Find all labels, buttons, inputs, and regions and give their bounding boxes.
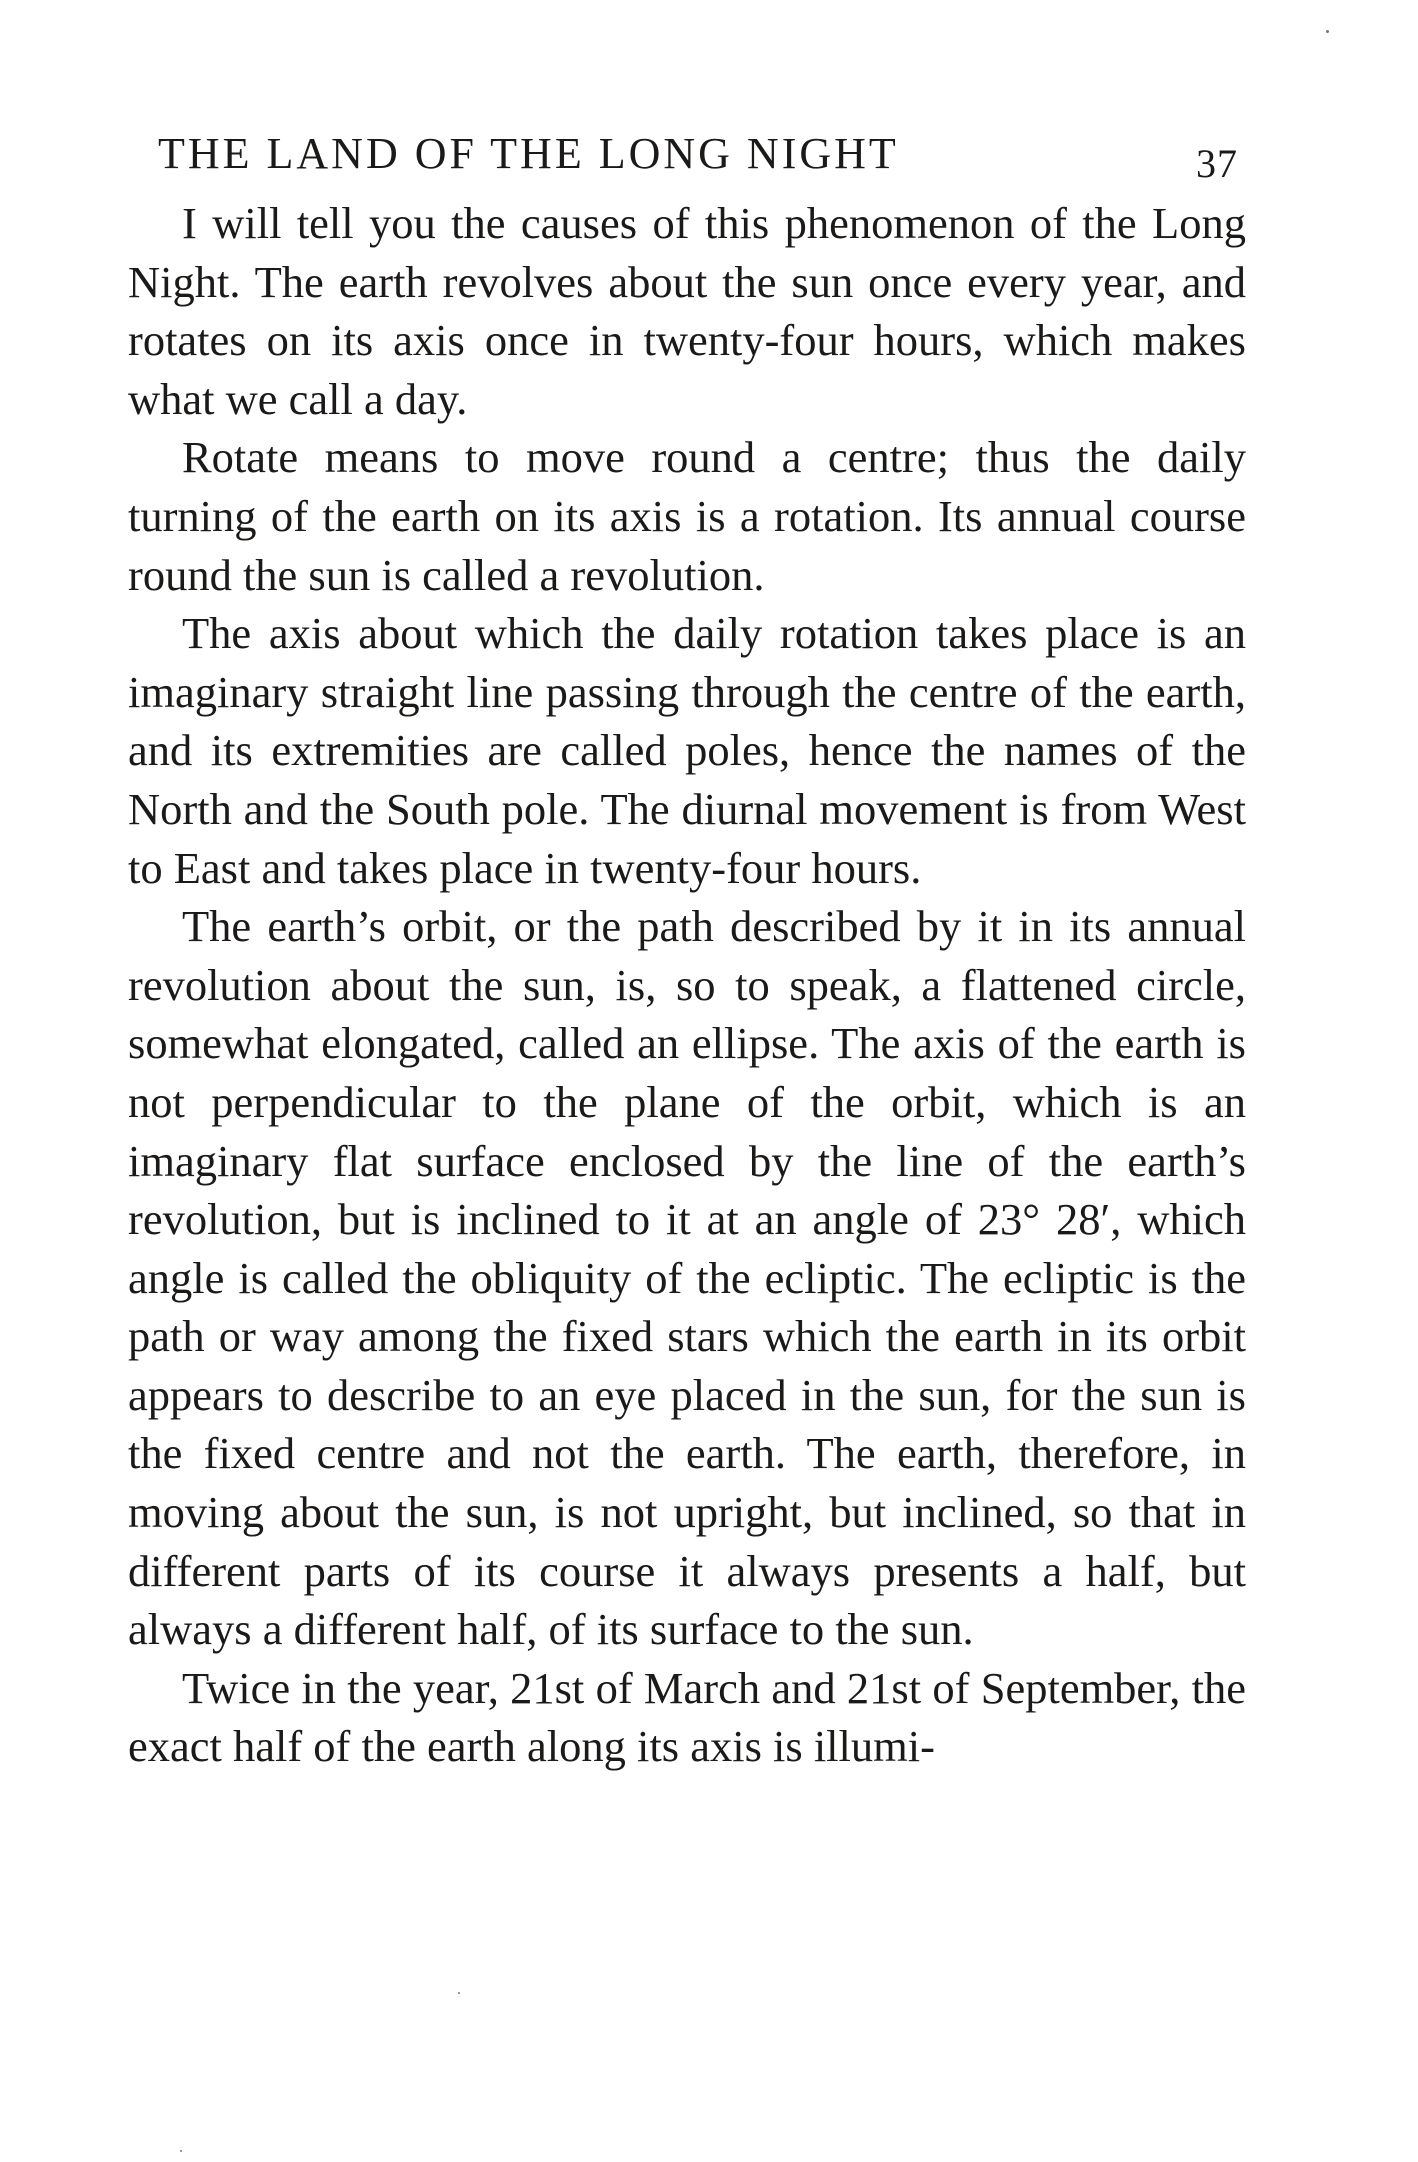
running-title: THE LAND OF THE LONG NIGHT [158, 129, 899, 178]
paragraph-orbit-and-ecliptic: The earth’s orbit, or the path described by it in its annual revolution about the sun, is, so to speak, a flattened circle, somewhat elongated, called an ellipse. The axis of the earth is not perpendicular to the plane of the orbit, which is an imaginary flat surface enclosed by the line of the earth’s revolution, but is inclined to it at an angle of 23° 28′, which angle is called the obliquity of the ecliptic. The ecliptic is the path or way among the fixed stars which the earth in its orbit appears to describe to an eye placed in the sun, for the sun is the fixed centre and not the earth. The earth, therefore, in moving about the sun, is not upright, but inclined, so that in different parts of its course it always presents a half, but always a different half, of its surface to the sun. [128, 901, 1246, 1655]
paragraph-equinoxes: Twice in the year, 21st of March and 21st of September, the exact half of the earth along its axis is illumi- [128, 1662, 1246, 1772]
paragraph-causes-of-long-night: I will tell you the causes of this phenomenon of the Long Night. The earth revolves about the sun once every year, and rotates on its axis once in twenty-four hours, which makes what we call a day. [128, 198, 1246, 424]
paragraph-rotation-definition: Rotate means to move round a centre; thus the daily turning of the earth on its axis is a rotation. Its annual course round the sun is called a revolution. [128, 432, 1246, 600]
paper-speck [180, 2150, 182, 2152]
running-header [128, 122, 1246, 186]
page-number: 37 [1196, 141, 1238, 186]
paragraph-axis-and-poles: The axis about which the daily rotation takes place is an imaginary straight line passing through the centre of the earth, and its extremities are called poles, hence the names of the North and the South pole. The diurnal movement is from West to East and takes place in twenty-four hours. [128, 608, 1246, 893]
book-page [128, 122, 1246, 1776]
body-text [128, 194, 1246, 1776]
paper-speck [458, 1992, 460, 1994]
paper-speck [1326, 30, 1329, 33]
